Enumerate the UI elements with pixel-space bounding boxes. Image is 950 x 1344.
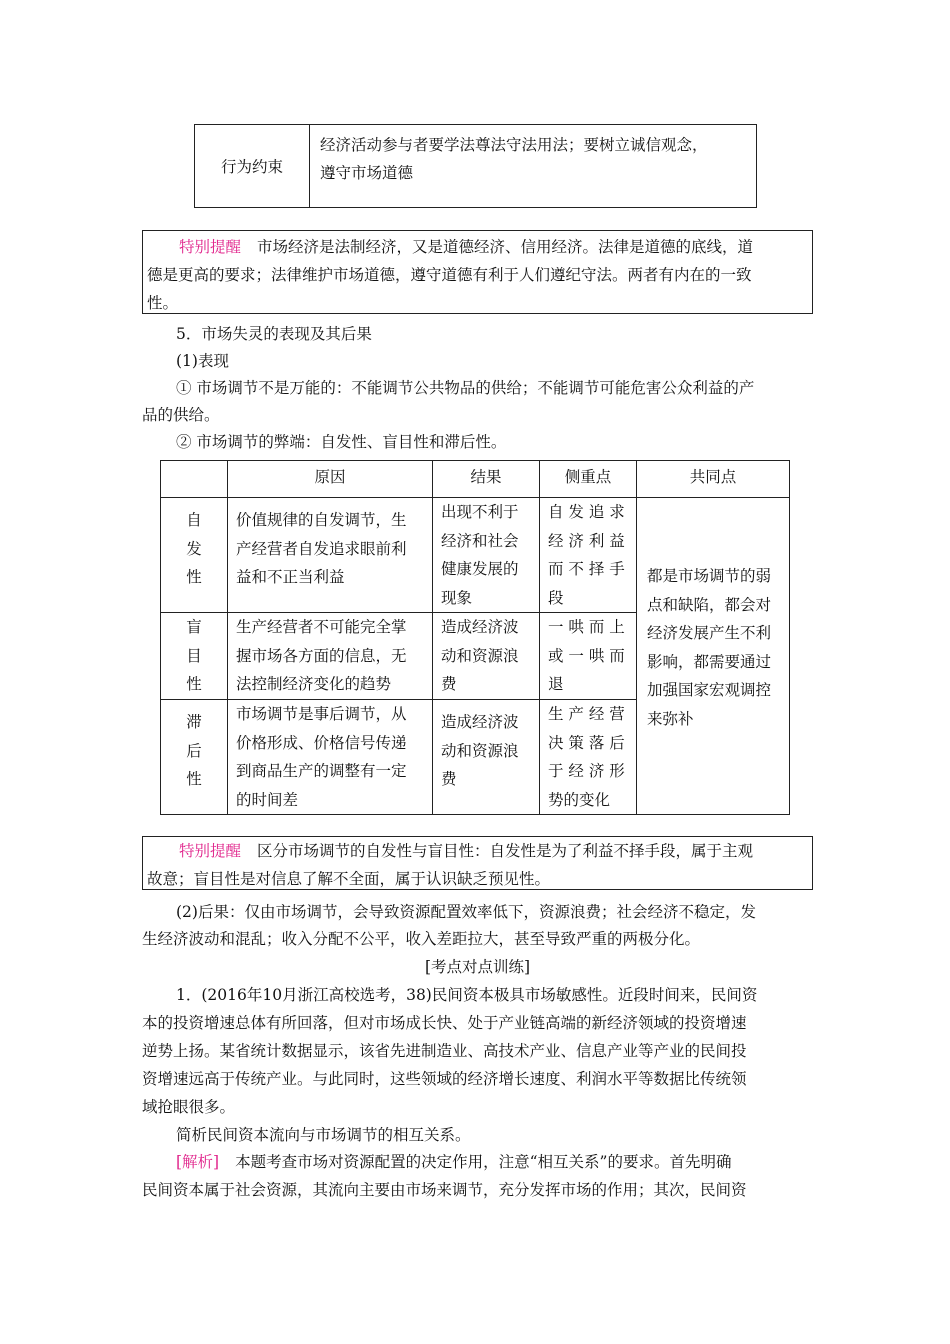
- special-reminder-box-2: [142, 836, 813, 890]
- focus-line: 生 产 经 营: [548, 705, 625, 723]
- reason-line: 生产经营者不可能完全掌: [236, 618, 407, 636]
- row-name-char: 性: [186, 675, 202, 693]
- market-defects-table: [160, 460, 790, 815]
- behavior-content-line: 经济活动参与者要学法尊法守法用法；要树立诚信观念，: [320, 136, 708, 154]
- special-reminder-tag: 特别提醒: [179, 842, 242, 860]
- reason-line: 益和不正当利益: [236, 568, 345, 586]
- analysis-line: 民间资本属于社会资源，其流向主要由市场来调节，充分发挥市场的作用；其次，民间资: [142, 1181, 747, 1199]
- question-line: 逆势上扬。某省统计数据显示，该省先进制造业、高技术产业、信息产业等产业的民间投: [142, 1042, 747, 1060]
- row-name-char: 目: [186, 646, 202, 665]
- focus-line: 而 不 择 手: [548, 560, 625, 578]
- paragraph-line: ① 市场调节不是万能的：不能调节公共物品的供给；不能调节可能危害公众利益的产: [176, 379, 755, 397]
- reminder-text: 德是更高的要求；法律维护市场道德，遵守道德有利于人们遵纪守法。两者有内在的一致: [147, 266, 752, 284]
- reminder-text: 故意；盲目性是对信息了解不全面，属于认识缺乏预见性。: [147, 870, 551, 888]
- analysis-text: 本题考查市场对资源配置的决定作用，注意“相互关系”的要求。首先明确: [235, 1153, 732, 1171]
- result-line: 造成经济波: [441, 618, 519, 636]
- header-result: 结果: [433, 461, 540, 498]
- reason-cell: [228, 700, 433, 815]
- row-name-cell: [161, 613, 228, 700]
- question-prompt: 简析民间资本流向与市场调节的相互关系。: [176, 1126, 471, 1144]
- behavior-label-cell: [195, 125, 310, 208]
- reason-line: 市场调节是事后调节，从: [236, 705, 407, 723]
- common-line: 加强国家宏观调控: [647, 681, 772, 699]
- row-name-char: 自: [186, 511, 202, 529]
- row-name-char: 性: [186, 568, 202, 586]
- focus-cell: [540, 613, 637, 700]
- result-line: 造成经济波: [441, 713, 519, 731]
- focus-line: 自 发 追 求: [548, 503, 625, 521]
- behavior-content-line: 遵守市场道德: [320, 164, 414, 182]
- subsection-title: (1)表现: [176, 352, 229, 370]
- question-line: 1．(2016年10月浙江高校选考，38)民间资本极具市场敏感性。近段时间来，民间资: [176, 986, 758, 1004]
- behavior-label: 行为约束: [220, 158, 283, 176]
- row-name-char: 发: [186, 539, 202, 558]
- common-line: 影响，都需要通过: [647, 652, 772, 671]
- behavior-table: [194, 124, 757, 208]
- reminder-text: 区分市场调节的自发性与盲目性：自发性是为了利益不择手段，属于主观: [257, 842, 754, 860]
- row-name-char: 滞: [186, 713, 202, 731]
- reason-line: 握市场各方面的信息，无: [236, 646, 407, 665]
- result-cell: [433, 700, 540, 815]
- result-line: 出现不利于: [441, 503, 519, 521]
- common-line: 来弥补: [647, 709, 694, 728]
- reason-line: 价值规律的自发调节，生: [236, 511, 407, 529]
- result-line: 经济和社会: [441, 531, 519, 550]
- reason-line: 法控制经济变化的趋势: [236, 675, 392, 693]
- focus-line: 一 哄 而 上: [548, 618, 625, 636]
- header-reason: 原因: [228, 461, 433, 498]
- focus-line: 经 济 利 益: [548, 531, 625, 550]
- result-line: 健康发展的: [441, 560, 519, 578]
- reminder-text: 市场经济是法制经济，又是道德经济、信用经济。法律是道德的底线，道: [257, 238, 754, 256]
- reason-cell: [228, 613, 433, 700]
- focus-line: 决 策 落 后: [548, 733, 625, 752]
- header-common: 共同点: [637, 461, 790, 498]
- focus-line: 势的变化: [548, 790, 611, 809]
- special-reminder-box: [142, 230, 813, 314]
- reason-line: 的时间差: [236, 790, 299, 809]
- common-cell: [637, 498, 790, 815]
- result-line: 费: [441, 675, 457, 693]
- analysis-line: [176, 1148, 731, 1176]
- paragraph-line: 品的供给。: [142, 406, 220, 424]
- reason-line: 产经营者自发追求眼前利: [236, 539, 407, 558]
- reminder-text: 性。: [147, 294, 179, 312]
- result-cell: [433, 613, 540, 700]
- result-line: 现象: [441, 588, 473, 607]
- common-line: 经济发展产生不利: [647, 624, 772, 642]
- paragraph-line: 生经济波动和混乱；收入分配不公平，收入差距拉大，甚至导致严重的两极分化。: [142, 930, 701, 948]
- focus-cell: [540, 700, 637, 815]
- focus-cell: [540, 498, 637, 613]
- row-name-char: 性: [186, 770, 202, 788]
- header-focus: 侧重点: [540, 461, 637, 498]
- row-name-char: 盲: [186, 618, 202, 636]
- result-line: 费: [441, 770, 457, 788]
- row-name-char: 后: [186, 741, 202, 760]
- focus-line: 段: [548, 588, 564, 607]
- special-reminder-tag: 特别提醒: [179, 238, 242, 256]
- header-empty-cell: [161, 461, 228, 498]
- common-line: 都是市场调节的弱: [647, 567, 772, 585]
- focus-line: 于 经 济 形: [548, 762, 625, 780]
- paragraph-line: (2)后果：仅由市场调节，会导致资源配置效率低下，资源浪费；社会经济不稳定，发: [176, 903, 756, 921]
- question-line: 域抢眼很多。: [142, 1098, 236, 1116]
- common-line: 点和缺陷，都会对: [647, 595, 772, 614]
- focus-line: 或 一 哄 而: [548, 646, 625, 665]
- behavior-content-cell: [310, 125, 757, 208]
- analysis-tag: [解析]: [176, 1153, 220, 1171]
- row-name-cell: [161, 498, 228, 613]
- reason-cell: [228, 498, 433, 613]
- reason-line: 到商品生产的调整有一定: [236, 762, 407, 780]
- paragraph-line: ② 市场调节的弊端：自发性、盲目性和滞后性。: [176, 433, 507, 451]
- question-line: 本的投资增速总体有所回落，但对市场成长快、处于产业链高端的新经济领域的投资增速: [142, 1014, 747, 1032]
- result-line: 动和资源浪: [441, 646, 519, 665]
- section-title: 5．市场失灵的表现及其后果: [176, 325, 372, 343]
- training-header: [考点对点训练]: [424, 958, 531, 976]
- result-line: 动和资源浪: [441, 741, 519, 760]
- row-name-cell: [161, 700, 228, 815]
- question-1: [142, 981, 822, 1121]
- reason-line: 价格形成、价格信号传递: [236, 733, 407, 752]
- result-cell: [433, 498, 540, 613]
- focus-line: 退: [548, 675, 564, 693]
- question-line: 资增速远高于传统产业。与此同时，这些领域的经济增长速度、利润水平等数据比传统领: [142, 1070, 747, 1088]
